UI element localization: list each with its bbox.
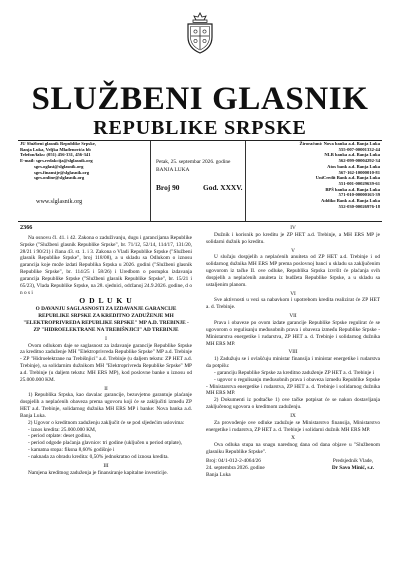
signature-block — [206, 458, 380, 480]
section-text: Prava i obaveze po ovom izdate garancije Republike Srpske regulirat će se ugovorom o regulisanju međusobnih prava i obaveza između Republike Srpske - Ministarstva energetike i rudarstva, ZP HET a. d. Trebinje i solidarnog dužnika MH ERS MP. — [206, 319, 380, 347]
bank-account-line: Atos bank a.d. Banja Luka — [327, 163, 380, 169]
document-number: Broj: 04/1-012-2-4064/26 — [206, 458, 261, 464]
act-number: 2366 — [20, 224, 33, 231]
bank-account-line: 551-001-00029639-61 — [338, 180, 380, 186]
term-item: - period odgode plaćanja glavnice: tri godine (uključen u period otplate), — [28, 440, 182, 447]
bank-account-line: Žiroračuni: Nova banka a.d. Banja Luka — [299, 141, 380, 146]
publisher-line: Telefon/faks: (051) 456-331, 456-341 — [20, 152, 91, 158]
left-column — [20, 225, 192, 477]
term-item: - kamatna stopa: fiksna 8,60% godišnje i — [28, 447, 115, 454]
section-number: V — [291, 247, 295, 254]
term-item: - naknada za obradu kredita: 0,50% jednokratno od iznosa kredita. — [28, 454, 169, 460]
publisher-line: sgrs.finansije@slglasnik.org — [34, 169, 90, 175]
bank-account-line: 555-007-00001332-44 — [338, 146, 380, 152]
section-text: Sve aktivnosti u vezi sa nabavkom i upotrebom kredita realizirat će ZP HET a. d. Trebinje. — [206, 297, 380, 311]
publisher-line: JU Službeni glasnik Republike Srpske, — [20, 141, 96, 146]
section-number: IV — [290, 225, 296, 231]
section-text: Ovom odlukom daje se saglasnost za izdavanje garancije Republike Srpske za kreditno zaduženje MH "Elektroprivreda Republike Srpske" MP a.d. Trebinje - ZP "Hidroelektrane na Trebišnjici" a.d. Trebinje (u daljem tekstu: ZP HET a.d. Trebinje), sa solidarnim dužnikom MH "Elektroprivreda Republike Srpske" MP a.d. Trebinje (u daljem tekstu: MH ERS MP), kod poslovne banke u iznosu od 25.000.000 KM. — [20, 342, 192, 383]
gazette-title: SLUŽBENI GLASNIK — [31, 81, 369, 117]
section-number: VII — [289, 313, 297, 320]
bank-account-line: NLB banka a.d. Banja Luka — [324, 152, 380, 158]
issue-number: Broj 90 — [156, 183, 180, 192]
decision-heading: O D L U K U — [79, 296, 133, 306]
section-number: VI — [290, 290, 296, 297]
signature-city: Banja Luka — [206, 471, 231, 478]
section-number: II — [104, 385, 108, 392]
publisher-line: sgrs.online@slglasnik.org — [34, 175, 85, 181]
section-text: U slučaju dospjelih a neplaćenih anuiteta od ZP HET a.d. Trebinje i od solidarnog dužnika MH ERS MP prema poslovnoj banci u skladu sa zaključenim ugovorom iz tačke II. ove odluke, Republika Srpska izvršit će plaćanja svih dospjelih a neplaćenih anuiteta iz budžeta Republike Srpske, a u skladu sa ustaljenim planom. — [206, 254, 380, 288]
header-bottom-divider — [18, 221, 382, 222]
bank-account-line: UniCredit Bank a.d. Banja Luka — [315, 175, 380, 181]
publisher-info — [20, 141, 148, 205]
signature-date: 24. septembra 2026. godine — [206, 464, 265, 471]
section-number: III — [103, 462, 109, 469]
publisher-line: E-mail: sgrs.redakcija@slglasnik.org — [20, 158, 93, 164]
bank-account-line: 567-162-10000010-81 — [338, 169, 380, 175]
section-number: X — [291, 435, 295, 442]
section-text: 1) Zadužuju se i ovlašćuju ministar finansija i ministar energetike i rudarstva da potpišu: — [206, 356, 380, 370]
gazette-subtitle: REPUBLIKE SRPSKE — [93, 117, 307, 139]
bank-account-line: BPŠ banka a.d. Banja Luka — [325, 186, 380, 192]
signatory-title: Predsjednik Vlade, — [332, 458, 374, 464]
bank-account-line: 571-010-00000163-39 — [338, 192, 380, 198]
signatory-name: Dr Savo Minić, s.r. — [331, 464, 374, 471]
section-number: IX — [290, 412, 296, 419]
section-text: 2) Dokumenti iz podtačke 1) ove tačke potpisat će se nakon dostavljanja zaključenog ugovora o kreditnom zaduženju. — [206, 397, 380, 411]
publisher-line: sgrs.oglasi@slglasnik.org — [34, 163, 84, 169]
section-text: Ova odluka stupa na snagu narednog dana od dana objave u "Službenom glasniku Republike Srpske". — [206, 442, 380, 456]
sub-item: - ugovor o regulisanju međusobnih prava i obaveza između Republike Srpske - Ministarstva energetike i rudarstva, ZP HET a. d. Trebinje i solidarnog dužnika MH ERS MP. — [206, 376, 380, 397]
term-item: - iznos kredita: 25.000.000 KM, — [28, 426, 97, 433]
section-text: Za provođenje ove odluke zadužuje se Ministarstvo finansija, Ministarstvo energetike i rudarstva, ZP HET a. d. Trebinje i solidarni dužnik MH ERS MP. — [206, 419, 380, 433]
issue-date: Petak, 25. septembar 2026. godine — [156, 159, 231, 165]
issue-city: BANJA LUKA — [156, 166, 190, 173]
preamble-paragraph: Na osnovu čl. 41. i 42. Zakona o zaduživanju, dugu i garancijama Republike Srpske ("Službeni glasnik Republike Srpske", br. 71/12, 52/14, 114/17, 131/20, 28/21 i 90/21) i člana 43. st. 1. i 3. Zakona o Vladi Republike Srpske ("Službeni glasnik Republike Srpske", broj 118/08), a u skladu sa Odlukom o iznosu garancija koje može izdati Republika Srpska u 2026. godini ("Službeni glasnik Republike Srpske", br. 114/25 i 58/26) i Uredbom o postupku izdavanja garancija Republike Srpske ("Službeni glasnik Republike Srpske", br. 15/21 i 65/23), Vlada Republike Srpske, na 28. sjednici, održanoj 24.9.2026. godine, d o n o s i — [20, 234, 192, 296]
issue-volume: God. XXXV. — [203, 183, 243, 192]
sub-item: - garanciju Republike Srpske za kreditno zaduženje ZP HET a. d. Trebinje i — [214, 369, 375, 376]
section-text: 1) Republika Srpska, kao davalac garancije, bezuvjetno garantuje plaćanje dospjelih a neplaćenih obaveza prema ugovoru koji će se zaključiti između ZP HET a.d. Trebinje, solidarnog dužnika MH ERS MP i banke: Nova banka a.d. Banja Luka. — [20, 392, 192, 419]
bank-account-line: Addiko Bank a.d. Banja Luka — [321, 198, 380, 204]
publisher-website-link[interactable]: www.slglasnik.org — [36, 198, 83, 205]
section-text: Dužnik i korisnik po kreditu je ZP HET a.d. Trebinje, a MH ERS MP je solidarni dužnik po kreditu. — [206, 231, 380, 245]
bank-account-line: 562-099-00004292-34 — [338, 158, 380, 164]
section-text: 2) Ugovor o kreditnom zaduženju zaključit će se pod sljedećim uslovima: — [28, 419, 185, 426]
coat-of-arms-icon — [183, 11, 217, 55]
publisher-line: Banja Luka, Veljka Mlađenovića bb — [20, 146, 91, 152]
section-number: VIII — [288, 349, 298, 356]
masthead-info — [18, 141, 382, 221]
decision-title: O DAVANJU SAGLASNOSTI ZA IZDAVANJE GARANCIJE REPUBLIKE SRPSKE ZA KREDITNO ZADUŽENJE MH "ELEKTROPRIVREDA REPUBLIKE SRPSKE" MP A.D. TREBINJE - ZP "HIDROELEKTRANE NA TREBIŠNJICI" AD TREBINJE — [23, 306, 189, 333]
issue-info — [150, 141, 246, 221]
section-text: Namjena kreditnog zaduženja je finansiranje kapitalne investicije. — [28, 469, 168, 476]
bank-accounts — [250, 141, 380, 209]
term-item: - period otplate: deset godina, — [28, 433, 92, 440]
right-column — [206, 225, 380, 480]
section-number: I — [105, 335, 107, 342]
bank-account-line: 552-030-00026976-18 — [338, 203, 380, 209]
